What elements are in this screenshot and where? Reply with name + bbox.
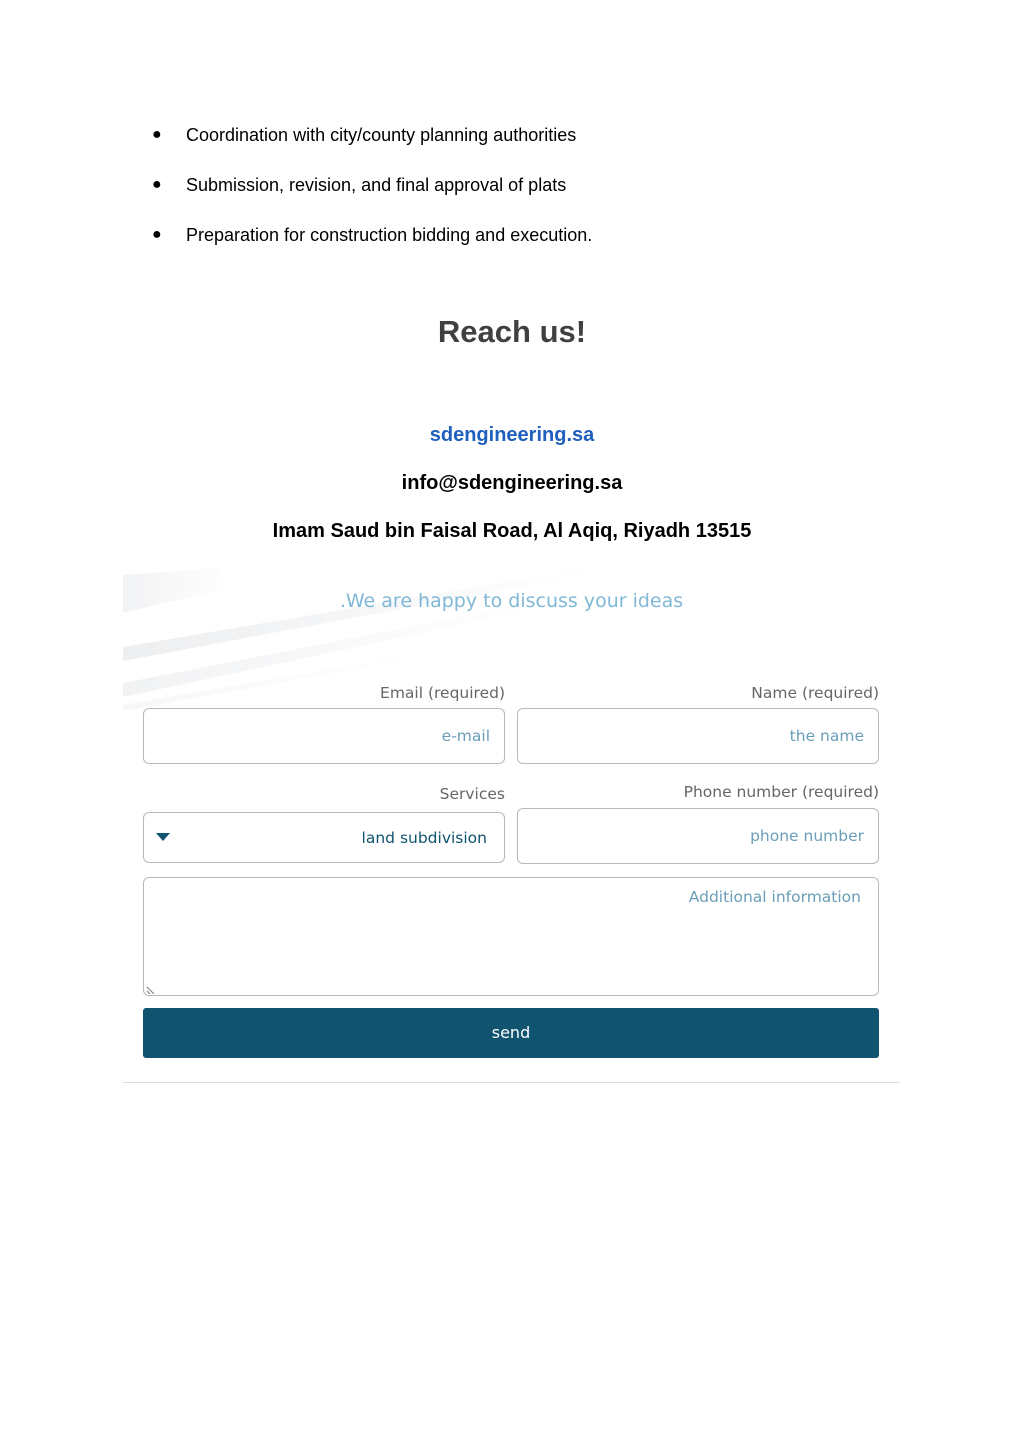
additional-info-textarea[interactable]	[143, 877, 879, 996]
email-placeholder: e-mail	[441, 727, 490, 745]
form-tagline: .We are happy to discuss your ideas	[339, 590, 684, 612]
reach-us-heading: Reach us!	[437, 314, 587, 349]
email-field[interactable]	[143, 708, 505, 764]
services-select[interactable]	[143, 812, 505, 863]
bullet-text: Submission, revision, and final approval of plats	[186, 175, 567, 195]
contact-form-screenshot	[123, 565, 900, 1083]
phone-field[interactable]	[517, 808, 879, 864]
name-placeholder: the name	[789, 727, 864, 745]
name-label: Name (required)	[751, 684, 879, 702]
bullet-dot-icon: ●	[152, 126, 162, 143]
contact-address: Imam Saud bin Faisal Road, Al Aqiq, Riyadh 13515	[272, 520, 752, 542]
phone-label: Phone number (required)	[683, 783, 879, 801]
website-link[interactable]: sdengineering.sa	[429, 424, 595, 446]
email-label: Email (required)	[380, 684, 505, 702]
contact-email: info@sdengineering.sa	[401, 472, 623, 494]
bullet-dot-icon: ●	[152, 226, 162, 243]
bullet-dot-icon: ●	[152, 176, 162, 193]
additional-info-placeholder: Additional information	[688, 888, 861, 906]
services-label: Services	[439, 785, 505, 803]
bullet-text: Preparation for construction bidding and execution.	[186, 225, 593, 245]
chevron-down-icon	[156, 833, 170, 841]
send-button[interactable]: send	[143, 1008, 879, 1058]
bullet-text: Coordination with city/county planning authorities	[186, 125, 577, 145]
resize-handle-icon[interactable]	[146, 984, 156, 994]
phone-placeholder: phone number	[750, 827, 864, 845]
services-selected-value: land subdivision	[361, 829, 487, 847]
name-field[interactable]	[517, 708, 879, 764]
